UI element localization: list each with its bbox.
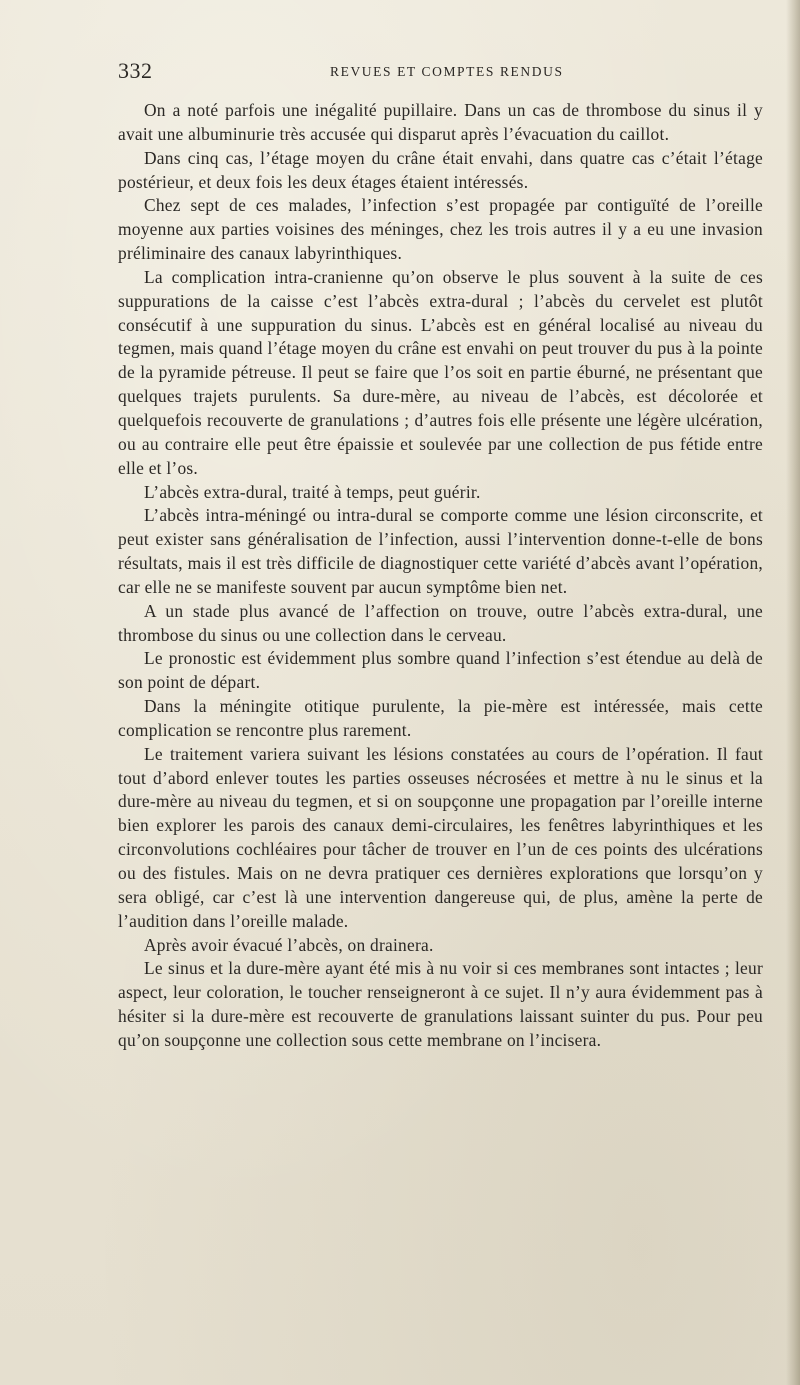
- paragraph: L’abcès extra-dural, traité à temps, peut guérir.: [144, 481, 481, 502]
- page-edge-shadow: [786, 0, 800, 1385]
- page-number: 332: [118, 58, 153, 83]
- paragraph: On a noté parfois une inégalité pupillaire. Dans un cas de thrombose du sinus il y avait une albuminurie très accusée qui disparut après l’évacuation du caillot.: [118, 100, 763, 144]
- paragraph: A un stade plus avancé de l’affection on trouve, outre l’abcès extra-dural, une thrombose du sinus ou une collection dans le cerveau.: [118, 600, 763, 645]
- paragraph: Chez sept de ces malades, l’infection s’est propagée par contiguïté de l’oreille moyenne aux parties voisines des méninges, chez les trois autres il y a eu une invasion préliminaire des canaux labyrinthiques.: [118, 195, 763, 264]
- paragraph: Après avoir évacué l’abcès, on drainera.: [144, 934, 434, 955]
- article-body: [118, 99, 763, 1053]
- paragraph: Dans cinq cas, l’étage moyen du crâne était envahi, dans quatre cas c’était l’étage postérieur, et deux fois les deux étages étaient intéressés.: [118, 147, 763, 192]
- paragraph: Le sinus et la dure-mère ayant été mis à nu voir si ces membranes sont intactes ; leur aspect, leur coloration, le toucher renseigneront à ce sujet. Il n’y aura évidemment pas à hésiter si la dure-mère est recouverte de granulations laissant suinter du pus. Pour peu qu’on soupçonne une collection sous cette membrane on l’incisera.: [118, 958, 763, 1050]
- paragraph: Le pronostic est évidemment plus sombre quand l’infection s’est étendue au delà de son point de départ.: [118, 648, 763, 693]
- paragraph: Le traitement variera suivant les lésions constatées au cours de l’opération. Il faut tout d’abord enlever toutes les parties osseuses nécrosées et mettre à nu le sinus et la dure-mère au niveau du tegmen, et si on soupçonne une propagation par l’oreille interne bien explorer les parois des canaux demi-circulaires, les fenêtres labyrinthiques et les circonvolutions cochléaires pour tâcher de trouver en l’un de ces points des ulcérations ou des fistules. Mais on ne devra pratiquer ces dernières explorations que lorsqu’on y sera obligé, car c’est là une intervention dangereuse qui, de plus, amène la perte de l’audition dans l’oreille malade.: [118, 743, 763, 931]
- running-head: REVUES ET COMPTES RENDUS: [330, 64, 564, 79]
- paragraph: La complication intra-cranienne qu’on observe le plus souvent à la suite de ces suppurations de la caisse c’est l’abcès extra-dural ; l’abcès du cervelet est plutôt consécutif à une suppuration du sinus. L’abcès est en général localisé au niveau du tegmen, mais quand l’étage moyen du crâne est envahi on peut trouver du pus à la pointe de la pyramide pétreuse. Il peut se faire que l’os soit en partie éburné, ne présentant que quelques trajets purulents. Sa dure-mère, au niveau de l’abcès, est décolorée et quelquefois recouverte de granulations ; d’autres fois elle présente une légère ulcération, ou au contraire elle peut être épaissie et soulevée par une collection de pus fétide entre elle et l’os.: [118, 266, 763, 478]
- paragraph: Dans la méningite otitique purulente, la pie-mère est intéressée, mais cette complication se rencontre plus rarement.: [118, 696, 763, 740]
- page-header: [118, 58, 763, 86]
- paragraph: L’abcès intra-méningé ou intra-dural se comporte comme une lésion circonscrite, et peut exister sans généralisation de l’infection, aussi l’intervention donne-t-elle de bons résultats, mais il est très difficile de diagnostiquer cette variété d’abcès avant l’opération, car elle ne se manifeste souvent par aucun symptôme bien net.: [118, 505, 763, 597]
